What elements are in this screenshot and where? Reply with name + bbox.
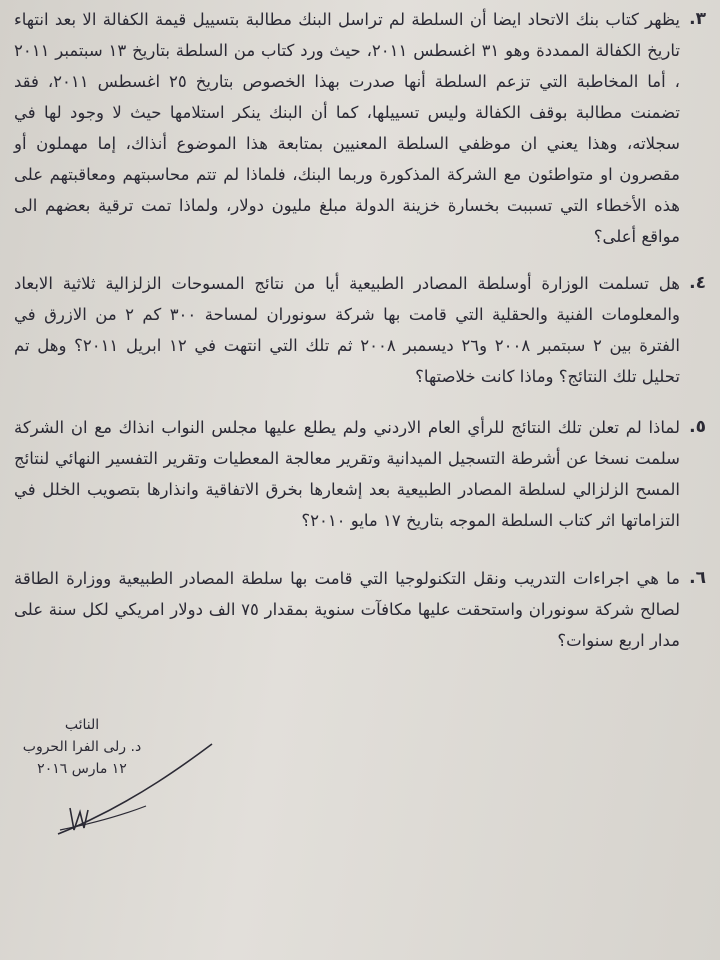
handwritten-signature bbox=[50, 738, 220, 848]
item-text: لماذا لم تعلن تلك النتائج للرأي العام الاردني ولم يطلع عليها مجلس النواب انذاك مع ان الشركة سلمت نسخا عن أشرطة التسجيل الميدانية وتقرير معالجة المعطيات وتقرير التفسير النهائي لنتائج المسح الزلزالي لسلطة المصادر الطبيعية بعد إشعارها بخرق الاتفاقية وانذارها بتصويب الخلل في التزاماتها اثر كتاب السلطة الموجه بتاريخ ١٧ مايو ٢٠١٠؟ bbox=[14, 418, 680, 530]
item-text: يظهر كتاب بنك الاتحاد ايضا أن السلطة لم تراسل البنك مطالبة بتسييل قيمة الكفالة الا بعد انتهاء تاريخ الكفالة الممددة وهو ٣١ اغسطس ٢٠١١، حيث ورد كتاب من السلطة بتاريخ ١٣ سبتمبر ٢٠١١ ، أما المخاطبة التي تزعم السلطة أنها صدرت بهذا الخصوص بتاريخ ٢٥ اغسطس ٢٠١١، فقد تضمنت مطالبة بوقف الكفالة وليس تسييلها، كما أن البنك ينكر استلامها حيث لا وجود لها في سجلاته، وهذا يعني ان موظفي السلطة المعنيين بمتابعة هذا الموضوع أنذاك، إما مهملون أو مقصرون او متواطئون مع الشركة المذكورة وربما البنك، فلماذا لم تتم محاسبتهم ومعاقبتهم على هذه الأخطاء التي تسببت بخسارة خزينة الدولة مبلغ مليون دولار، ولماذا تمت ترقية بعضهم الى مواقع أعلى؟ bbox=[14, 10, 680, 246]
question-item-5 bbox=[14, 412, 706, 536]
item-text: هل تسلمت الوزارة أوسلطة المصادر الطبيعية أيا من نتائج المسوحات الزلزالية ثلاثية الابعاد والمعلومات الفنية والحقلية التي قامت بها شركة سونوران لمساحة ٣٠٠ كم ٢ من الازرق في الفترة بين ٢ سبتمبر ٢٠٠٨ و٢٦ ديسمبر ٢٠٠٨ ثم تلك التي انتهت في ١٢ ابريل ٢٠١١؟ وهل تم تحليل تلك النتائج؟ وماذا كانت خلاصتها؟ bbox=[14, 274, 680, 386]
item-text: ما هي اجراءات التدريب ونقل التكنولوجيا التي قامت بها سلطة المصادر الطبيعية ووزارة الطاقة لصالح شركة سونوران واستحقت عليها مكافآت سنوية بمقدار ٧٥ الف دولار امريكي لكل سنة على مدار اربع سنوات؟ bbox=[14, 569, 681, 650]
item-number: ٣. bbox=[689, 9, 706, 29]
signature-date: ١٢ مارس ٢٠١٦ bbox=[37, 761, 127, 777]
question-item-4 bbox=[14, 268, 706, 392]
signature-title: النائب bbox=[64, 717, 100, 733]
item-number: ٦. bbox=[689, 568, 706, 588]
question-item-3 bbox=[14, 4, 706, 252]
item-number: ٥. bbox=[689, 417, 706, 437]
question-item-6 bbox=[14, 563, 706, 656]
item-number: ٤. bbox=[689, 273, 706, 293]
signature-name: د. رلى الفرا الحروب bbox=[22, 739, 142, 755]
